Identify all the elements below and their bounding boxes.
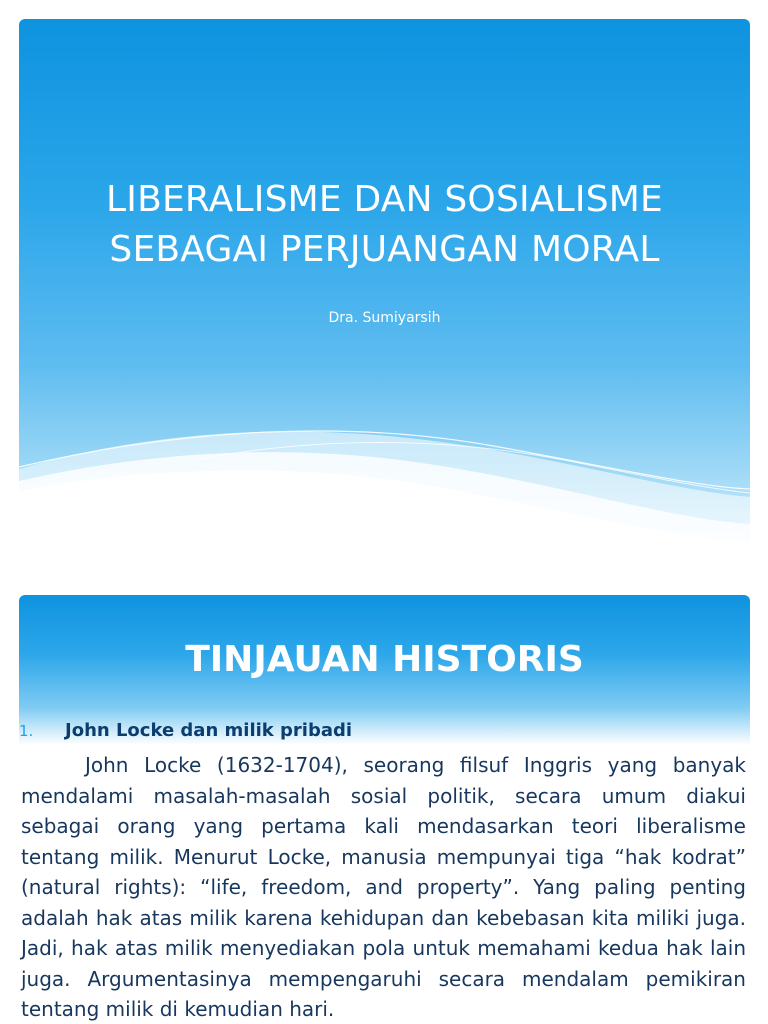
- content-slide: [19, 595, 750, 1024]
- author-name: Dra. Sumiyarsih: [328, 310, 441, 326]
- list-item-title: John Locke dan milik pribadi: [65, 720, 353, 741]
- title-line-1: LIBERALISME DAN SOSIALISME: [106, 179, 663, 220]
- body-paragraph: John Locke (1632-1704), seorang filsuf Inggris yang banyak mendalami masalah-masalah sosial politik, secara umum diakui sebagai orang yang pertama kali mendasarkan teori liberalisme tentang milik. Menurut Locke, manusia mempunyai tiga “hak kodrat” (natural rights): “life, freedom, and property”. Yang paling penting adalah hak atas milik karena kehidupan dan kebebasan kita miliki juga. Jadi, hak atas milik menyediakan pola untuk memahami kedua hak lain juga. Argumentasinya mempengaruhi secara mendalam pemikiran tentang milik di kemudian hari.: [21, 753, 746, 1021]
- list-number: 1.: [19, 722, 34, 740]
- title-line-2: SEBAGAI PERJUANGAN MORAL: [109, 229, 660, 270]
- wave-decoration: [19, 19, 750, 549]
- slide-title: [19, 175, 750, 275]
- slide-heading: TINJAUAN HISTORIS: [185, 639, 584, 680]
- title-slide: [19, 19, 750, 549]
